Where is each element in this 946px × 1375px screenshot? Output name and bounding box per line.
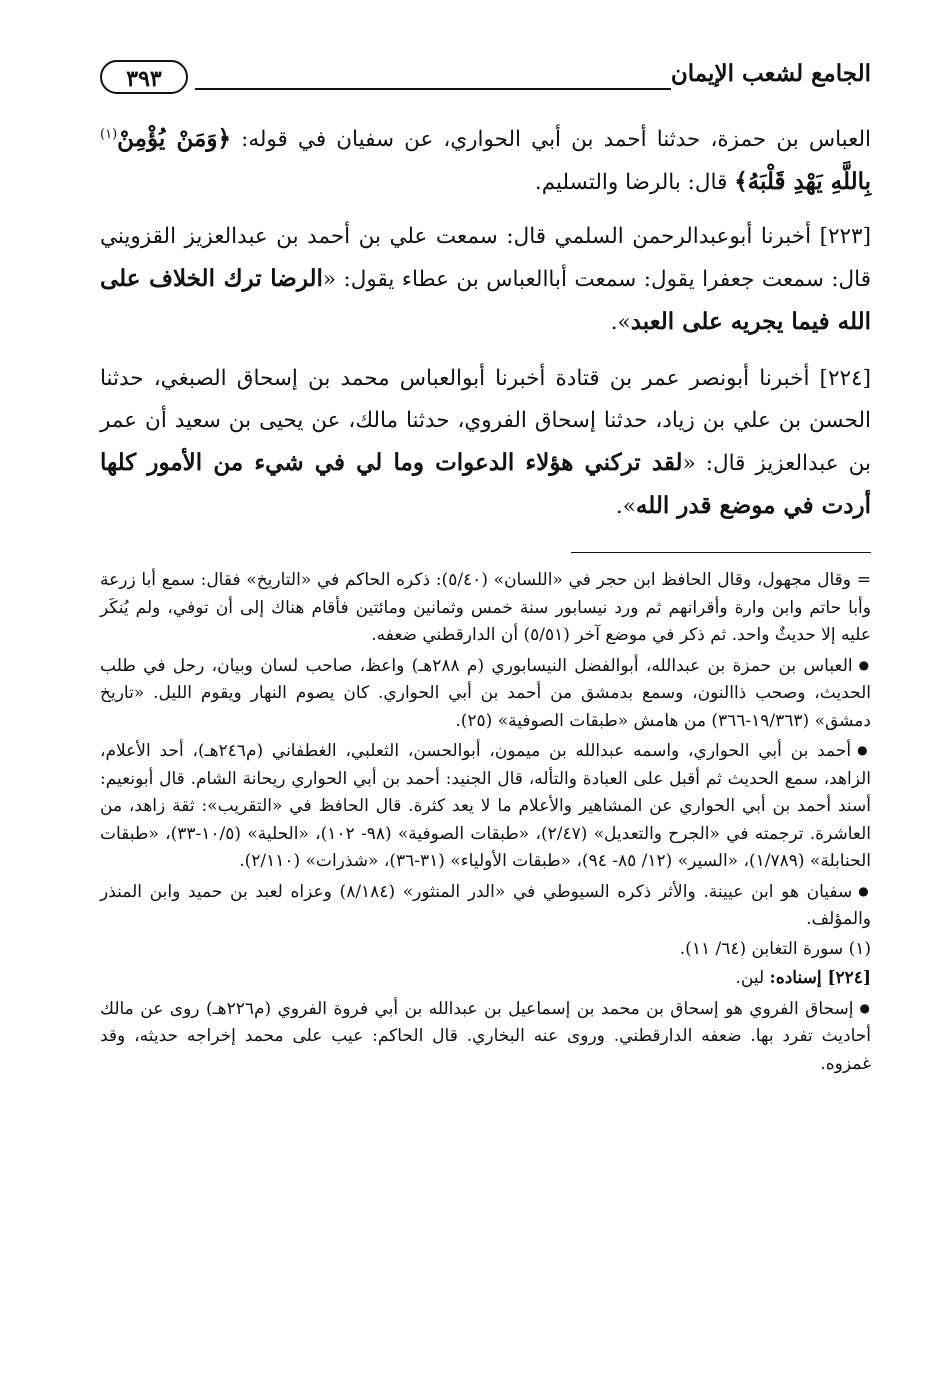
quran-verse-start: ﴿وَمَنْ يُؤْمِنْ xyxy=(117,125,231,152)
footnote-224 xyxy=(100,965,871,993)
paragraph-1 xyxy=(100,118,871,204)
quran-verse-end: بِاللَّهِ يَهْدِ قَلْبَهُ﴾ xyxy=(734,168,871,195)
footnote-1: (١) سورة التغابن (٦٤/ ١١). xyxy=(679,938,871,959)
footnote-ref-1: (١) xyxy=(100,126,118,142)
paragraph-224 xyxy=(100,358,871,528)
paragraph-1-text-a: العباس بن حمزة، حدثنا أحمد بن أبي الحواري، عن سفيان في قوله: xyxy=(230,127,871,152)
page-number: ٣٩٣ xyxy=(100,60,188,94)
book-title: الجامع لشعب الإيمان xyxy=(670,60,871,87)
footnote-divider xyxy=(571,552,871,553)
footnote-sufyan: ● سفيان هو ابن عيينة. والأثر ذكره السيوطي في «الدر المنثور» (٨/١٨٤) وعزاه لعبد بن حميد وابن المنذر والمؤلف. xyxy=(100,878,871,934)
header-rule xyxy=(195,88,671,90)
paragraph-224-quote: لقد تركني هؤلاء الدعوات وما لي في شيء من الأمور كلها أردت في موضع قدر الله xyxy=(100,449,871,519)
paragraph-223-quote: الرضا ترك الخلاف على الله فيما يجريه على العبد xyxy=(100,265,871,335)
footnote-continuation: = وقال مجهول، وقال الحافظ ابن حجر في «اللسان» (٥/٤٠): ذكره الحاكم في «التاريخ» فقال: سمع أبا زرعة وأبا حاتم وابن وارة وأقرانهم ثم ورد نيسابور سنة خمس وثمانين ومائتين فأقام هناك إلى أن توفي، ولم يُنكَر عليه إلا حديثٌ واحد. ثم ذكر في موضع آخر (٥/٥١) أن الدارقطني ضعفه. xyxy=(100,570,871,645)
paragraph-224-text: [٢٢٤] أخبرنا أبونصر عمر بن قتادة أخبرنا أبوالعباس محمد بن إسحاق الصبغي، حدثنا الحسن بن علي بن زياد، حدثنا إسحاق الفروي، حدثنا مالك، عن يحيى بن سعيد أن عمر بن عبدالعزيز قال: « xyxy=(100,366,871,476)
page-header xyxy=(100,52,871,100)
main-text xyxy=(100,118,871,528)
footnotes xyxy=(100,567,871,1078)
paragraph-1-text-b: قال: بالرضا والتسليم. xyxy=(534,170,735,195)
paragraph-223 xyxy=(100,216,871,344)
paragraph-224-end: ». xyxy=(615,494,636,519)
footnote-ahmad: ● أحمد بن أبي الحواري، واسمه عبدالله بن ميمون، أبوالحسن، الثعلبي، الغطفاني (م٢٤٦هـ)، أحد الأعلام، الزاهد، سمع الحديث ثم أقبل على العبادة والتأله، قال الجنيد: أحمد بن أبي الحواري ريحانة الشام. قال أبونعيم: أسند أحمد بن أبي الحواري عن المشاهير والأعلام ما لا يعد كثرة. قال الحافظ في «التقريب»: ثقة زاهد، من العاشرة. ترجمته في «الجرح والتعديل» (٢/٤٧)، «طبقات الصوفية» (٩٨- ١٠٢)، «الحلية» (١٠/٥-٣٣)، «طبقات الحنابلة» (١/٧٨٩)، «السير» (١٢/ ٨٥- ٩٤)، «طبقات الأولياء» (٣١-٣٦)، «شذرات» (٢/١١٠). xyxy=(100,737,871,876)
footnote-224-text: لين. xyxy=(735,968,770,988)
footnote-224-label: [٢٢٤] إسناده: xyxy=(769,968,871,988)
footnote-ishaq: ● إسحاق الفروي هو إسحاق بن محمد بن إسماعيل بن عبدالله بن أبي فروة الفروي (م٢٢٦هـ) روى عن مالك أحاديث تفرد بها. ضعفه الدارقطني. وروى عنه البخاري. قال الحاكم: عيب على محمد إخراجه حديثه، وقد غمزوه. xyxy=(100,995,871,1079)
book-page xyxy=(100,52,871,1080)
paragraph-223-end: ». xyxy=(610,310,631,335)
paragraph-223-text: [٢٢٣] أخبرنا أبوعبدالرحمن السلمي قال: سمعت علي بن أحمد بن عبدالعزيز القزويني قال: سمعت جعفرا يقول: سمعت أباالعباس بن عطاء يقول: « xyxy=(100,224,872,292)
footnote-abbas: ● العباس بن حمزة بن عبدالله، أبوالفضل النيسابوري (م ٢٨٨هـ) واعظ، صاحب لسان وبيان، رحل في طلب الحديث، وصحب ذاالنون، وسمع بدمشق من أحمد بن أبي الحواري. كان يصوم النهار ويقوم الليل. «تاريخ دمشق» (١٩/٣٦٣-٣٦٦) من هامش «طبقات الصوفية» (٢٥). xyxy=(100,652,871,736)
